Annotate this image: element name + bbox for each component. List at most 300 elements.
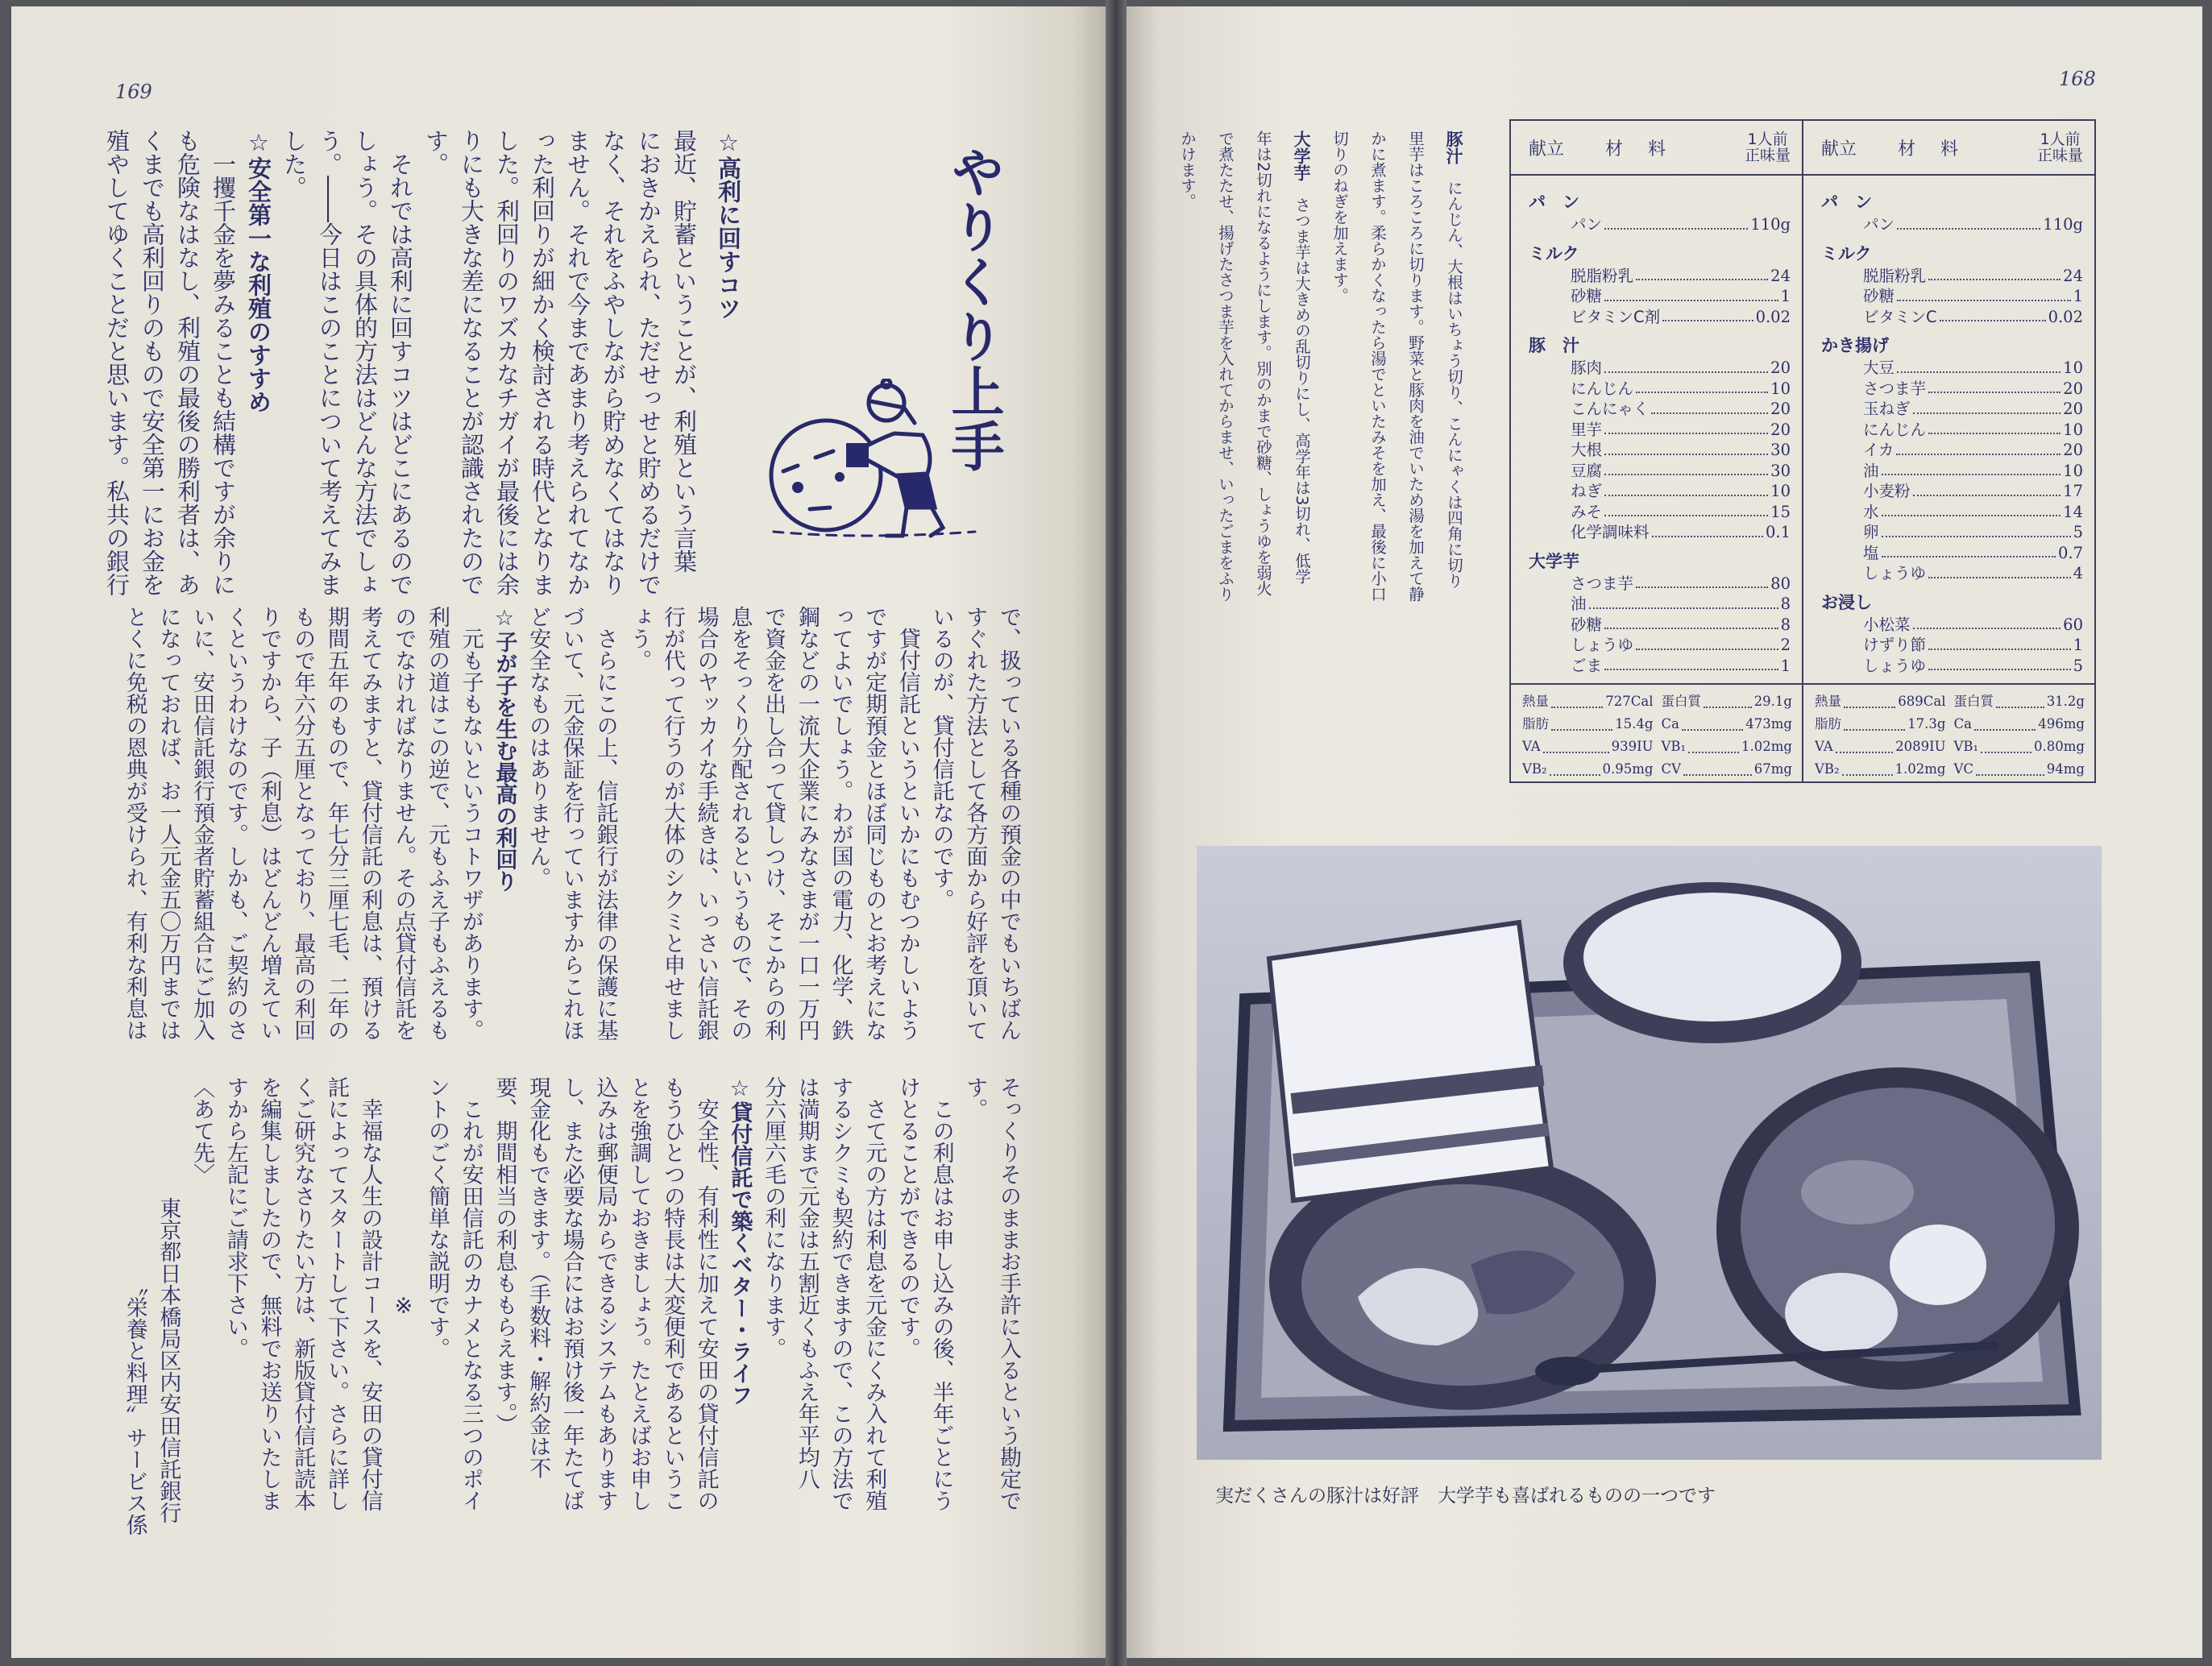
text-line: すから左記にご請求下さい。 [222, 1076, 248, 1359]
ingredient-name: にんじん [1571, 379, 1634, 398]
ingredient-name: 大根 [1571, 441, 1603, 459]
text-line: もうひとつの特長は大変便利であるというこ [659, 1076, 685, 1511]
leader-dots [1551, 714, 1612, 731]
text-line: それでは高利に回すコツはどこにあるので [387, 129, 414, 596]
leader-dots [1842, 759, 1893, 776]
ingredient-row [1529, 522, 1791, 543]
text-line: 安全性、有利性に加えて安田の貸付信託の [693, 1076, 719, 1511]
ingredient-name: さつま芋 [1571, 574, 1634, 593]
leader-dots [1897, 214, 2040, 230]
leader-dots [1913, 399, 2061, 414]
nutrition-value: 31.2g [2046, 694, 2085, 709]
ingredient-name: 大豆 [1863, 358, 1895, 377]
text-line: ントのごく簡単な説明です。 [425, 1076, 450, 1359]
nutrition-label: VB₁ [1661, 739, 1687, 754]
ingredient-amount: 30 [1770, 441, 1791, 459]
leader-dots [1897, 286, 2071, 301]
text-line: った利回りが細かく検討される時代となりま [529, 129, 556, 596]
ingredient-row [1529, 594, 1791, 615]
text-line: とを強調しておきましょう。たとえばお申し [626, 1076, 652, 1511]
ingredient-amount: 0.1 [1765, 523, 1791, 541]
ingredient-name: 化学調味料 [1571, 523, 1650, 541]
recipe-text: かけます。 [1178, 131, 1197, 209]
ingredient-name: さつま芋 [1863, 379, 1927, 398]
ingredient-name: けずり節 [1863, 636, 1927, 654]
book-gutter [1106, 0, 1127, 1666]
nutrition-cell [1954, 759, 2085, 781]
leader-dots [1928, 563, 2071, 578]
nutrition-value: 67mg [1753, 761, 1792, 777]
article-text-top-tier [99, 129, 702, 596]
ingredient-amount: 0.02 [2048, 307, 2083, 326]
text-line: くまでも高利回りのもので安全第一にお金を [139, 129, 166, 596]
nutrition-label: VC [1953, 761, 1974, 777]
ingredient-amount: 20 [1770, 400, 1791, 418]
text-line: におきかえられ、ただせっせと貯めるだけで [635, 129, 662, 596]
ingredient-row [1529, 266, 1791, 287]
leader-dots [1604, 440, 1768, 455]
ingredient-row [1529, 656, 1791, 677]
leader-dots [1636, 574, 1768, 589]
nutrition-value: 473mg [1745, 716, 1792, 731]
nutrition-cell [1815, 736, 1946, 759]
text-line: 分六厘六毛の利になります。 [761, 1076, 786, 1359]
ingredient-name: 油 [1571, 595, 1587, 613]
recipe-line [1168, 131, 1206, 590]
ingredient-amount: 20 [1770, 358, 1791, 377]
leader-dots [1844, 714, 1905, 731]
leader-dots [1604, 502, 1768, 517]
ingredient-name: 小麦粉 [1863, 482, 1911, 500]
ingredient-amount: 20 [2063, 379, 2083, 398]
ingredient-row [1529, 440, 1791, 461]
ingredient-row [1529, 481, 1791, 502]
text-line: した。 [280, 129, 308, 199]
text-line: 元も子もないというコトワザがあります。 [458, 606, 483, 1041]
leader-dots [1652, 522, 1763, 537]
ingredient-amount: 1 [1780, 287, 1791, 305]
text-line: のでなければなりません。その点貸付信託を [391, 606, 417, 1041]
ingredient-row [1529, 635, 1791, 656]
text-line: した。利回りのワズカなチガイが最後には余 [493, 129, 521, 596]
nutrition-label: VB₂ [1815, 761, 1840, 777]
nutrition-cell [1815, 759, 1946, 781]
recipe-text: さつま芋は大きめの乱切りにし、高学年は3切れ、低学 [1293, 181, 1311, 584]
ingredient-name: 砂糖 [1571, 615, 1603, 634]
ingredient-row [1821, 502, 2083, 523]
ingredient-amount: 60 [2063, 615, 2083, 634]
ingredient-row [1821, 481, 2083, 502]
section-heading: ☆安全第一な利殖のすすめ [245, 129, 272, 413]
ingredient-row [1529, 307, 1791, 328]
nutrition-cell [1662, 759, 1793, 781]
text-line: 託によってスタートして下さい。さらに詳し [323, 1076, 349, 1511]
nutrition-label: CV [1661, 761, 1682, 777]
ingredient-row [1821, 522, 2083, 543]
text-line: 〈あて先〉 [189, 1076, 215, 1185]
eye-right [835, 472, 845, 482]
ingredient-name: しょうゆ [1863, 564, 1927, 582]
nutrition-cell [1662, 736, 1793, 759]
nutrition-value: 1.02mg [1895, 761, 1946, 777]
nutrition-cell [1522, 736, 1654, 759]
ingredient-row [1529, 286, 1791, 307]
ingredient-amount: 10 [1770, 482, 1791, 500]
ingredient-amount: 80 [1770, 574, 1791, 593]
text-line: 殖やしてゆくことだと思います。私共の銀行 [103, 129, 131, 596]
nutrition-label: 熱量 [1522, 694, 1549, 709]
ingredient-amount: 8 [1780, 595, 1791, 613]
text-line: しょう。その具体的方法はどんな方法でしょ [351, 129, 379, 596]
address-line: 東京都日本橋局区内安田信託銀行 [156, 1197, 181, 1523]
ingredient-amount: 110g [2043, 215, 2083, 234]
leader-dots [1688, 736, 1739, 753]
ingredient-row [1529, 358, 1791, 379]
header-ingredients: 材 料 [1605, 139, 1675, 160]
ingredient-amount: 15 [1770, 502, 1791, 521]
leader-dots [1844, 691, 1895, 708]
nutrition-cell [1662, 714, 1793, 736]
dish-name: お浸し [1821, 592, 1872, 612]
leader-dots [1683, 759, 1752, 776]
ingredient-amount: 17 [2063, 482, 2083, 500]
section-heading-high-yield: ☆高利に回すコツ [715, 129, 742, 320]
text-line: になっておれば、お一人元金五〇万円までは [156, 606, 181, 1041]
nutrition-summary [1803, 683, 2094, 781]
recipe-dish-name: 大学芋 [1292, 131, 1311, 181]
nutrition-cell [1662, 691, 1793, 714]
dish-name: 豚 汁 [1529, 336, 1579, 355]
recipe-line [1244, 131, 1282, 596]
ingredient-name: イカ [1863, 441, 1895, 459]
text-line: りにも大きな差になることが認識されたので [458, 129, 485, 596]
nutrition-label: VA [1815, 739, 1833, 754]
ingredient-amount: 5 [2073, 523, 2083, 541]
ingredient-row [1529, 399, 1791, 420]
header-amount-line: 正味量 [1744, 147, 1791, 164]
ingredient-name: ビタミンC [1863, 307, 1937, 326]
leader-dots [1651, 399, 1768, 414]
ingredient-row [1529, 379, 1791, 400]
text-line: くというわけなのです。しかも、ご契約のさ [222, 606, 248, 1041]
recipe-line [1206, 131, 1244, 602]
ingredient-row [1529, 461, 1791, 482]
recipe-text: で煮たたせ、揚げたさつま芋を入れてからませ、いったごまをふり [1216, 131, 1235, 602]
leader-dots [1974, 714, 2036, 731]
ingredient-name: 脱脂粉乳 [1863, 266, 1927, 285]
ingredient-row [1821, 635, 2083, 656]
ingredient-amount: 24 [1770, 266, 1791, 285]
ingredient-name: パン [1571, 215, 1603, 234]
text-line: いに、安田信託銀行預金者貯蓄組合にご加入 [189, 606, 215, 1041]
recipe-dish-name: 豚汁 [1444, 131, 1463, 164]
recipe-text: 里芋はころころに切ります。野菜と豚肉を油でいため湯を加えて静 [1406, 131, 1425, 602]
ingredient-row [1821, 214, 2083, 235]
text-line: この利息はお申し込みの後、半年ごとにう [928, 1076, 954, 1511]
header-amount-line: 1人前 [1747, 131, 1788, 148]
hands [846, 443, 869, 467]
leader-dots [1836, 736, 1893, 753]
nutrition-value: 727Cal [1605, 694, 1654, 709]
child-pushing-snowball-illustration [766, 379, 983, 548]
recipe-line [1359, 131, 1397, 602]
text-line: を編集しましたので、無料でお送りいたしま [256, 1076, 282, 1511]
text-line: す。 [422, 129, 450, 176]
leader-dots [1704, 691, 1752, 708]
ingredient-amount: 20 [2063, 441, 2083, 459]
leader-dots [1604, 461, 1768, 476]
ingredient-amount: 0.7 [2057, 543, 2083, 562]
address-line: 〝栄養と料理〟サービス係 [122, 1274, 147, 1535]
ingredient-amount: 10 [2063, 461, 2083, 480]
text-line: 鋼などの一流大企業にみなさまが一口一万円 [794, 606, 820, 1041]
menu-column [1802, 121, 2094, 781]
text-line: 現金化もできます。（手数料・解約金は不 [525, 1076, 551, 1479]
text-line: これが安田信託のカナメとなる三つのポイ [458, 1076, 483, 1511]
text-line: 期間五年のもので、年七分三厘七毛、二年の [323, 606, 349, 1041]
ingredient-amount: 110g [1750, 215, 1791, 234]
photo-caption: 実だくさんの豚汁は好評 大学芋も喜ばれるものの一つです [1215, 1486, 1716, 1506]
nutrition-cell [1954, 691, 2085, 714]
ingredient-amount: 20 [1770, 420, 1791, 439]
menu-ingredient-table [1509, 119, 2096, 783]
ingredient-amount: 10 [1770, 379, 1791, 398]
leader-dots [1897, 358, 2061, 373]
recipe-text: にんじん、大根はいちょう切り、こんにゃくは四角に切り [1445, 164, 1463, 589]
ingredient-row [1821, 399, 2083, 420]
dish-name: かき揚げ [1821, 336, 1889, 355]
nutrition-label: Ca [1953, 716, 1972, 731]
text-line: ど安全なものはありません。 [525, 606, 551, 889]
section-heading: ☆貸付信託で築くベター・ライフ [727, 1076, 753, 1406]
text-line: 行が代って行うのが大体のシクミと申せまし [659, 606, 685, 1041]
nutrition-label: 熱量 [1815, 694, 1841, 709]
ingredient-amount: 4 [2073, 564, 2083, 582]
recipe-line [1397, 131, 1434, 602]
text-line: し、また必要な場合にはお預け後一年たてば [558, 1076, 584, 1511]
ingredient-name: 脱脂粉乳 [1571, 266, 1634, 285]
ingredient-row [1821, 286, 2083, 307]
leader-dots [1604, 420, 1768, 435]
text-line: するシクミも契約できますので、この方法で [828, 1076, 853, 1511]
nutrition-label: VB₁ [1953, 739, 1979, 754]
ingredient-amount: 24 [2063, 266, 2083, 285]
leader-dots [1543, 736, 1609, 753]
ingredient-row [1821, 358, 2083, 379]
text-line: とくに免税の恩典が受けられ、有利な利息は [122, 606, 147, 1041]
leader-dots [1928, 266, 2061, 281]
leader-dots [1662, 307, 1753, 322]
text-line: 幸福な人生の設計コースを、安田の貸付信 [357, 1076, 383, 1511]
article-title: やりくり上手 [942, 145, 1004, 474]
dish-name: ミルク [1529, 243, 1579, 263]
leader-dots [1604, 358, 1768, 373]
leader-dots [1928, 420, 2061, 435]
leader-dots [1981, 736, 2031, 753]
ingredient-amount: 1 [2073, 287, 2083, 305]
ingredient-row [1821, 440, 2083, 461]
text-line: 貸付信託というといかにもむつかしいよう [894, 606, 920, 1041]
nutrition-value: 17.3g [1907, 716, 1946, 731]
nutrition-cell [1522, 759, 1654, 781]
dish-name: パ ン [1529, 193, 1579, 212]
text-line: けとることができるのです。 [894, 1076, 920, 1359]
ingredient-name: 塩 [1863, 543, 1879, 562]
leader-dots [1928, 379, 2061, 394]
header-amount-line: 1人前 [2040, 131, 2081, 148]
nutrition-value: 0.95mg [1602, 761, 1654, 777]
header-menu: 献立 [1821, 139, 1857, 160]
ingredient-row [1821, 420, 2083, 441]
text-line: ですが定期預金とほぼ同じものとお考えにな [861, 606, 887, 1041]
nutrition-label: 脂肪 [1815, 716, 1841, 731]
nutrition-label: VA [1522, 739, 1541, 754]
ingredient-amount: 0.02 [1755, 307, 1791, 326]
leader-dots [1996, 691, 2044, 708]
nutrition-label: 脂肪 [1522, 716, 1549, 731]
leader-dots [1940, 307, 2046, 322]
ingredient-name: にんじん [1863, 420, 1927, 439]
ingredient-name: 玉ねぎ [1863, 400, 1911, 418]
ingredient-name: 水 [1863, 502, 1879, 521]
ingredient-name: ごま [1571, 656, 1603, 675]
leader-dots [1896, 440, 2061, 455]
nutrition-summary [1511, 683, 1802, 781]
nutrition-label: 蛋白質 [1661, 694, 1701, 709]
text-line: づいて、元金保証を行っていますからこれほ [558, 606, 584, 1041]
header-amount [1745, 131, 1791, 164]
ingredient-name: 砂糖 [1863, 287, 1895, 305]
ingredient-amount: 30 [1770, 461, 1791, 480]
ingredient-amount: 8 [1780, 615, 1791, 634]
leader-dots [1913, 481, 2061, 496]
recipe-line [1321, 131, 1359, 590]
nutrition-value: 496mg [2038, 716, 2085, 731]
header-menu: 献立 [1529, 139, 1565, 160]
text-line: ません。それで今まであまり考えられてなか [564, 129, 591, 596]
dish-name: パ ン [1821, 193, 1872, 212]
ingredient-name: 豆腐 [1571, 461, 1603, 480]
ingredient-amount: 14 [2063, 502, 2083, 521]
ingredient-amount: 1 [1780, 656, 1791, 675]
nutrition-value: 939IU [1611, 739, 1654, 754]
text-line: で、扱っている各種の預金の中でもいちばん [996, 606, 1021, 1041]
eye-left [792, 482, 803, 493]
ingredient-row [1821, 656, 2083, 677]
ingredient-amount: 2 [1780, 636, 1791, 654]
ingredient-row [1529, 615, 1791, 636]
text-line: りですから、子（利息）はどんどん増えてい [256, 606, 282, 1041]
text-line: いるのが、貸付信託なのです。 [928, 606, 954, 910]
leader-dots [1913, 615, 2061, 630]
ingredient-amount: 10 [2063, 358, 2083, 377]
nutrition-label: 蛋白質 [1953, 694, 1994, 709]
ingredient-row [1821, 615, 2083, 636]
ingredient-row [1821, 543, 2083, 564]
leader-dots [1682, 714, 1743, 731]
ingredient-name: 砂糖 [1571, 287, 1603, 305]
table-body [1511, 176, 1802, 683]
section-heading: ☆子が子を生む最高の利回り [492, 606, 517, 892]
text-line: もので年六分五厘となっており、最高の利回 [290, 606, 316, 1041]
ingredient-name: 豚肉 [1571, 358, 1603, 377]
leader-dots [1604, 286, 1778, 301]
text-line: 利殖の道はこの逆で、元もふえ子もふえるも [425, 606, 450, 1041]
leader-dots [1589, 594, 1778, 609]
article-text-bottom-tier [118, 1076, 1025, 1535]
nutrition-label: VB₂ [1522, 761, 1547, 777]
text-line: なく、それをふやしながら貯めなくてはなり [600, 129, 627, 596]
ingredient-row [1529, 420, 1791, 441]
table-body [1803, 176, 2094, 683]
text-line: 一攫千金を夢みることも結構ですが余りに [210, 129, 237, 596]
ingredient-row [1529, 214, 1791, 235]
nutrition-value: 29.1g [1753, 694, 1792, 709]
text-line: で資金を出し合って貸しつけ、そこからの利 [761, 606, 786, 1041]
ingredient-name: 小松菜 [1863, 615, 1911, 634]
leader-dots [1636, 266, 1768, 281]
text-line: くご研究なさりたい方は、新版貸付信託読本 [290, 1076, 316, 1511]
recipe-instructions [1168, 131, 1473, 602]
leader-dots [1882, 543, 2056, 558]
text-line: ょう。 [626, 606, 652, 671]
ingredient-row [1821, 266, 2083, 287]
ingredient-amount: 20 [2063, 400, 2083, 418]
leader-dots [1604, 214, 1748, 230]
ingredient-name: しょうゆ [1863, 656, 1927, 675]
leader-dots [1604, 656, 1778, 671]
ingredient-row [1821, 307, 2083, 328]
leader-dots [1604, 615, 1778, 630]
ingredient-row [1529, 574, 1791, 595]
text-line: 息をそっくり分配されるというもので、その [727, 606, 753, 1041]
nutrition-value: 2089IU [1895, 739, 1946, 754]
nutrition-value: 1.02mg [1741, 739, 1792, 754]
recipe-text: 年は2切れになるようにします。別のかまで砂糖、しょうゆを弱火 [1254, 131, 1272, 596]
ingredient-name: こんにゃく [1571, 400, 1650, 418]
text-line: 要、期間相当の利息ももらえます。） [492, 1076, 517, 1436]
recipe-text: 切りのねぎを加えます。 [1330, 131, 1349, 304]
text-line: 最近、貯蓄ということが、利殖という言葉 [670, 129, 698, 573]
text-line: さて元の方は利息を元金にくみ入れて利殖 [861, 1076, 887, 1511]
section-separator: ※ [391, 1293, 417, 1319]
nutrition-value: 15.4g [1615, 716, 1654, 731]
text-line: も危険なはなし、利殖の最後の勝利者は、あ [174, 129, 201, 596]
nutrition-cell [1815, 691, 1946, 714]
text-line: すぐれた方法として各方面から好評を頂いて [962, 606, 988, 1041]
leader-dots [1882, 502, 2061, 517]
nutrition-label: Ca [1661, 716, 1679, 731]
nutrition-value: 94mg [2046, 761, 2085, 777]
ingredient-amount: 10 [2063, 420, 2083, 439]
ingredient-name: 卵 [1863, 523, 1879, 541]
nutrition-value: 0.80mg [2034, 739, 2085, 754]
leader-dots [1551, 691, 1603, 708]
text-line: そっくりそのままお手許に入るという勘定で [996, 1076, 1021, 1511]
leader-dots [1882, 461, 2061, 476]
leader-dots [1636, 379, 1768, 394]
recipe-line [1434, 131, 1473, 590]
menu-column [1511, 121, 1802, 781]
page-number-left: 169 [115, 81, 152, 103]
recipe-line [1282, 131, 1321, 590]
text-line: さらにこの上、信託銀行が法律の保護に基 [592, 606, 618, 1041]
text-line: 考えてみますと、貸付信託の利息は、預ける [357, 606, 383, 1041]
nutrition-cell [1522, 714, 1654, 736]
text-line: す。 [962, 1076, 988, 1120]
ingredient-row [1529, 502, 1791, 523]
leader-dots [1976, 759, 2044, 776]
